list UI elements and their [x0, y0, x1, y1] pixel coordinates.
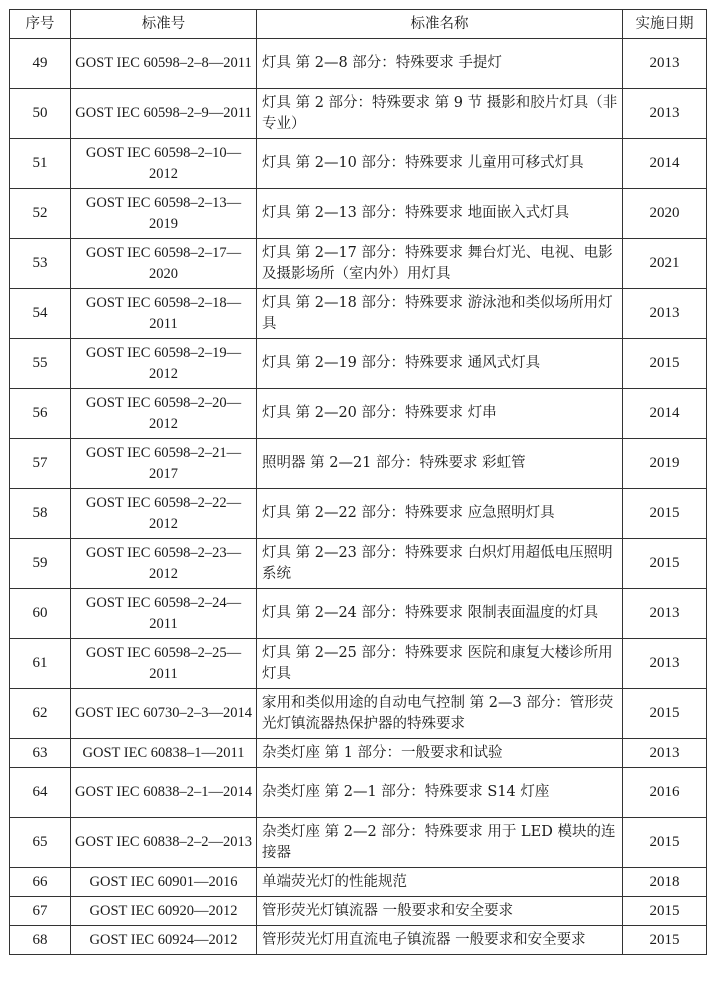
- standard-number: GOST IEC 60838–2–2—2013: [71, 818, 257, 868]
- header-implementation-date: 实施日期: [623, 10, 707, 39]
- implementation-date: 2014: [623, 389, 707, 439]
- header-standard-number: 标准号: [71, 10, 257, 39]
- serial-number: 52: [10, 189, 71, 239]
- implementation-date: 2015: [623, 818, 707, 868]
- standard-number: GOST IEC 60598–2–10—2012: [71, 139, 257, 189]
- table-row: [10, 639, 707, 689]
- standard-number: GOST IEC 60598–2–24—2011: [71, 589, 257, 639]
- implementation-date: 2018: [623, 868, 707, 897]
- implementation-date: 2013: [623, 39, 707, 89]
- table-row: [10, 289, 707, 339]
- standard-number: GOST IEC 60598–2–17—2020: [71, 239, 257, 289]
- table-row: [10, 139, 707, 189]
- standard-number: GOST IEC 60901—2016: [71, 868, 257, 897]
- serial-number: 66: [10, 868, 71, 897]
- standard-number: GOST IEC 60598–2–9—2011: [71, 89, 257, 139]
- implementation-date: 2013: [623, 89, 707, 139]
- table-row: [10, 489, 707, 539]
- implementation-date: 2019: [623, 439, 707, 489]
- standard-name: 家用和类似用途的自动电气控制 第 2—3 部分：管形荧光灯镇流器热保护器的特殊要求: [257, 689, 623, 739]
- serial-number: 60: [10, 589, 71, 639]
- standard-name: 单端荧光灯的性能规范: [257, 868, 623, 897]
- table-row: [10, 768, 707, 818]
- implementation-date: 2015: [623, 689, 707, 739]
- standards-table: [9, 9, 707, 955]
- standard-number: GOST IEC 60598–2–8—2011: [71, 39, 257, 89]
- standard-name: 灯具 第 2 部分：特殊要求 第 9 节 摄影和胶片灯具（非专业）: [257, 89, 623, 139]
- implementation-date: 2013: [623, 589, 707, 639]
- standard-number: GOST IEC 60598–2–21—2017: [71, 439, 257, 489]
- serial-number: 53: [10, 239, 71, 289]
- serial-number: 63: [10, 739, 71, 768]
- implementation-date: 2015: [623, 339, 707, 389]
- standard-number: GOST IEC 60598–2–13—2019: [71, 189, 257, 239]
- table-row: [10, 189, 707, 239]
- serial-number: 62: [10, 689, 71, 739]
- implementation-date: 2020: [623, 189, 707, 239]
- table-header-row: [10, 10, 707, 39]
- implementation-date: 2013: [623, 639, 707, 689]
- standard-name: 杂类灯座 第 2—2 部分：特殊要求 用于 LED 模块的连接器: [257, 818, 623, 868]
- standard-number: GOST IEC 60920—2012: [71, 897, 257, 926]
- implementation-date: 2013: [623, 739, 707, 768]
- standard-name: 灯具 第 2—25 部分：特殊要求 医院和康复大楼诊所用灯具: [257, 639, 623, 689]
- standard-name: 灯具 第 2—13 部分：特殊要求 地面嵌入式灯具: [257, 189, 623, 239]
- standard-number: GOST IEC 60598–2–19—2012: [71, 339, 257, 389]
- standard-name: 杂类灯座 第 1 部分：一般要求和试验: [257, 739, 623, 768]
- standard-name: 灯具 第 2—8 部分：特殊要求 手提灯: [257, 39, 623, 89]
- serial-number: 59: [10, 539, 71, 589]
- standard-number: GOST IEC 60598–2–23—2012: [71, 539, 257, 589]
- serial-number: 54: [10, 289, 71, 339]
- implementation-date: 2015: [623, 926, 707, 955]
- standard-name: 灯具 第 2—24 部分：特殊要求 限制表面温度的灯具: [257, 589, 623, 639]
- implementation-date: 2013: [623, 289, 707, 339]
- serial-number: 68: [10, 926, 71, 955]
- standard-name: 灯具 第 2—17 部分：特殊要求 舞台灯光、电视、电影及摄影场所（室内外）用灯具: [257, 239, 623, 289]
- implementation-date: 2015: [623, 489, 707, 539]
- standard-name: 管形荧光灯镇流器 一般要求和安全要求: [257, 897, 623, 926]
- serial-number: 51: [10, 139, 71, 189]
- table-row: [10, 239, 707, 289]
- table-row: [10, 868, 707, 897]
- standard-name: 灯具 第 2—23 部分：特殊要求 白炽灯用超低电压照明系统: [257, 539, 623, 589]
- serial-number: 49: [10, 39, 71, 89]
- standard-number: GOST IEC 60838–1—2011: [71, 739, 257, 768]
- table-row: [10, 589, 707, 639]
- table-row: [10, 539, 707, 589]
- standard-number: GOST IEC 60598–2–18—2011: [71, 289, 257, 339]
- implementation-date: 2015: [623, 897, 707, 926]
- table-row: [10, 897, 707, 926]
- serial-number: 61: [10, 639, 71, 689]
- serial-number: 65: [10, 818, 71, 868]
- standard-name: 照明器 第 2—21 部分：特殊要求 彩虹管: [257, 439, 623, 489]
- standard-name: 灯具 第 2—20 部分：特殊要求 灯串: [257, 389, 623, 439]
- serial-number: 67: [10, 897, 71, 926]
- table-row: [10, 89, 707, 139]
- standard-number: GOST IEC 60924—2012: [71, 926, 257, 955]
- standard-name: 杂类灯座 第 2—1 部分：特殊要求 S14 灯座: [257, 768, 623, 818]
- serial-number: 55: [10, 339, 71, 389]
- standard-number: GOST IEC 60598–2–20—2012: [71, 389, 257, 439]
- standard-name: 管形荧光灯用直流电子镇流器 一般要求和安全要求: [257, 926, 623, 955]
- table-row: [10, 818, 707, 868]
- table-row: [10, 339, 707, 389]
- implementation-date: 2021: [623, 239, 707, 289]
- standard-name: 灯具 第 2—18 部分：特殊要求 游泳池和类似场所用灯具: [257, 289, 623, 339]
- standard-number: GOST IEC 60598–2–22—2012: [71, 489, 257, 539]
- table-row: [10, 39, 707, 89]
- implementation-date: 2014: [623, 139, 707, 189]
- standard-name: 灯具 第 2—22 部分：特殊要求 应急照明灯具: [257, 489, 623, 539]
- serial-number: 64: [10, 768, 71, 818]
- standard-number: GOST IEC 60598–2–25—2011: [71, 639, 257, 689]
- standard-name: 灯具 第 2—19 部分：特殊要求 通风式灯具: [257, 339, 623, 389]
- standard-name: 灯具 第 2—10 部分：特殊要求 儿童用可移式灯具: [257, 139, 623, 189]
- implementation-date: 2016: [623, 768, 707, 818]
- header-serial-number: 序号: [10, 10, 71, 39]
- table-row: [10, 926, 707, 955]
- header-standard-name: 标准名称: [257, 10, 623, 39]
- table-row: [10, 439, 707, 489]
- implementation-date: 2015: [623, 539, 707, 589]
- serial-number: 56: [10, 389, 71, 439]
- serial-number: 50: [10, 89, 71, 139]
- table-row: [10, 739, 707, 768]
- standard-number: GOST IEC 60838–2–1—2014: [71, 768, 257, 818]
- serial-number: 58: [10, 489, 71, 539]
- standard-number: GOST IEC 60730–2–3—2014: [71, 689, 257, 739]
- table-row: [10, 389, 707, 439]
- serial-number: 57: [10, 439, 71, 489]
- table-row: [10, 689, 707, 739]
